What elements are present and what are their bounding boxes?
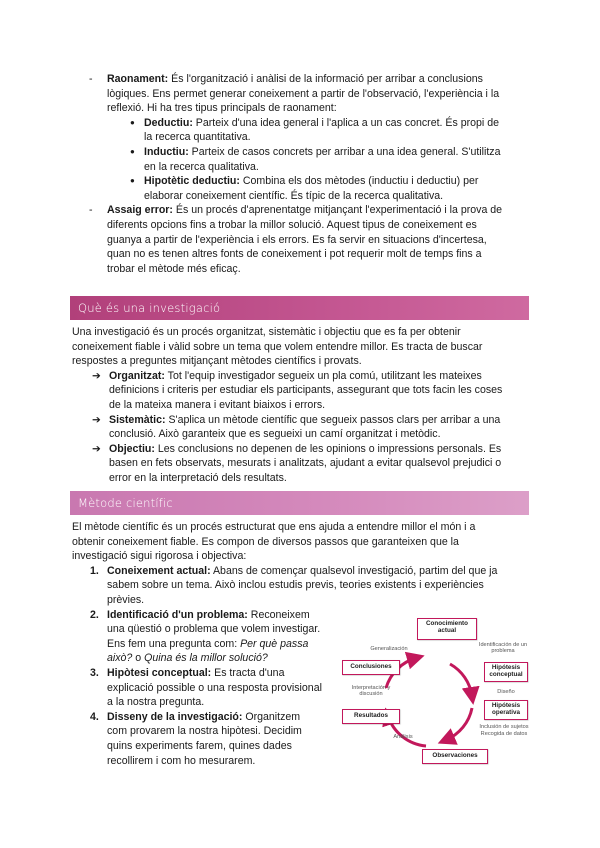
- step2-line-4: això? o Quina és la millor solució?: [107, 652, 268, 665]
- step4-line-1: Disseny de la investigació: Organitzem: [107, 710, 301, 723]
- assaig-line-1: Assaig error: És un procés d'aprenentatge mitjançant l'experimentació i la prova de: [107, 204, 503, 217]
- arrow-marker: ➔: [92, 413, 101, 426]
- label-diseno: Diseño: [497, 689, 515, 695]
- step2-line-1: Identificació d'un problema: Reconeixem: [107, 608, 310, 621]
- box-resultados: Resultados: [342, 709, 400, 724]
- box-conocimiento-actual: Conocimiento actual: [417, 618, 477, 640]
- step4-line-3: quins experiments farem, quines dades: [107, 740, 292, 752]
- sistematic-line-2: conclusió. Això garanteix que es segueixi un camí organitzat i metòdic.: [109, 428, 441, 441]
- section2-intro-line-1: El mètode científic és un procés estructurat que ens ajuda a entendre millor el món i a: [72, 521, 476, 533]
- bullet-marker: ●: [130, 118, 135, 127]
- step3-line-1: Hipòtesi conceptual: Es tracta d'una: [107, 667, 285, 679]
- raonament-line-1: Raonament: És l'organització i anàlisi de la informació per arribar a conclusions: [107, 73, 483, 85]
- step1-line-2: sabem sobre un tema. Això inclou estudis previs, teories existents i experiències: [107, 579, 484, 592]
- box-hipotesis-operativa: Hipótesis operativa: [484, 700, 528, 720]
- section2-intro-line-3: investigació sigui rigorosa i objectiva:: [72, 550, 247, 563]
- sistematic-line-1: Sistemàtic: S'aplica un mètode científic que segueix passos clars per arribar a una: [109, 413, 501, 426]
- step2-line-2: una qüestió o problema que volem investigar.: [107, 623, 321, 636]
- step3-line-3: a la nostra pregunta.: [107, 696, 205, 709]
- label-inclusion: Inclusión de sujetos: [479, 724, 529, 730]
- section-title: Mètode científic: [78, 496, 173, 510]
- assaig-line-5: trobar el mètode més eficaç.: [107, 262, 241, 275]
- label-analisis: Análisis: [393, 734, 413, 740]
- raonament-line-3: reflexió. Hi ha tres tipus principals de raonament:: [107, 102, 337, 115]
- step-number: 1.: [90, 564, 99, 577]
- step-number: 2.: [90, 608, 99, 621]
- organitzat-line-3: de la mateixa manera i evitant biaixos i errors.: [109, 399, 326, 411]
- assaig-line-2: diferents opcions fins a trobar la millor solució. Aquest tipus de coneixement es: [107, 219, 477, 231]
- assaig-line-4: quan no es tenen altres fonts de coneixement i pot requerir molt de temps fins a: [107, 248, 482, 261]
- objectiu-line-2: basen en fets observats, mesurats i analitzats, ajudant a evitar qualsevol prejudici o: [109, 457, 502, 470]
- step2-line-3: Ens fem una pregunta com: Per què passa: [107, 637, 309, 650]
- arrow-marker: ➔: [92, 369, 101, 382]
- box-conclusiones: Conclusiones: [342, 660, 400, 675]
- inductiu-line-1: Inductiu: Parteix de casos concrets per arribar a una idea general. S'utilitza: [144, 146, 501, 158]
- objectiu-line-1: Objectiu: Les conclusions no depenen de les opinions o impressions personals. Es: [109, 442, 502, 455]
- label-recogida: Recogida de datos: [480, 731, 528, 737]
- assaig-line-3: guanya a partir de l'experiència i els errors. Es fa servir en situacions d'incertesa,: [107, 233, 487, 246]
- raonament-line-2: lògiques. Ens permet generar coneixement a partir de l'observació, l'experiència i la: [107, 87, 500, 100]
- section-heading-investigacio: [70, 296, 529, 320]
- step1-line-1: Coneixement actual: Abans de començar qualsevol investigació, partim del que ja: [107, 564, 498, 577]
- deductiu-line-2: la recerca quantitativa.: [144, 131, 251, 144]
- list-marker: -: [89, 204, 93, 217]
- step4-line-2: com provarem la nostra hipòtesi. Decidim: [107, 725, 302, 738]
- label-generalizacion: Generalización: [370, 646, 408, 652]
- inductiu-line-2: en la recerca qualitativa.: [144, 160, 259, 173]
- section1-intro-line-1: Una investigació és un procés organitzat, sistemàtic i objectiu que es fa per obtenir: [72, 326, 461, 338]
- scientific-method-diagram: [338, 612, 530, 766]
- step-number: 3.: [90, 667, 99, 679]
- step-number: 4.: [90, 710, 99, 723]
- organitzat-line-1: Organitzat: Tot l'equip investigador segueix un pla comú, utilitzant les mateixes: [109, 369, 482, 382]
- section-heading-metode: [70, 491, 529, 515]
- section-title: Què és una investigació: [78, 301, 221, 315]
- section2-intro-line-2: obtenir coneixement fiable. Es compon de diversos passos que garanteixen que la: [72, 535, 459, 548]
- hipotetic-line-2: elaborar coneixement científic. És típic de la recerca qualitativa.: [144, 189, 444, 202]
- step4-line-4: recollirem i com ho mesurarem.: [107, 754, 256, 767]
- organitzat-line-2: definicions i criteris per estudiar els participants, assegurant que tots facin les coses: [109, 384, 503, 397]
- deductiu-line-1: Deductiu: Parteix d'una idea general i l'aplica a un cas concret. És propi de: [144, 116, 500, 129]
- hipotetic-line-1: Hipotètic deductiu: Combina els dos mètodes (inductiu i deductiu) per: [144, 175, 479, 188]
- step3-line-2: explicació possible o una resposta provisional: [107, 681, 322, 694]
- list-marker: -: [89, 73, 93, 85]
- label-identificacion: Identificación de un problema: [478, 642, 528, 655]
- section1-intro-line-2: coneixement fiable i vàlid sobre un tema que volem entendre millor. Es tracta de buscar: [72, 340, 483, 353]
- section1-intro-line-3: respostes a preguntes mitjançant mètodes científics i provats.: [72, 355, 362, 368]
- step1-line-3: prèvies.: [107, 594, 145, 606]
- arrow-marker: ➔: [92, 442, 101, 455]
- bullet-marker: ●: [130, 176, 135, 186]
- objectiu-line-3: error en la interpretació dels resultats.: [109, 472, 287, 484]
- label-interpretacion: Interpretación y discusión: [351, 685, 391, 698]
- box-observaciones: Observaciones: [422, 749, 488, 764]
- bullet-marker: ●: [130, 147, 135, 157]
- box-hipotesis-conceptual: Hipótesis conceptual: [484, 662, 528, 682]
